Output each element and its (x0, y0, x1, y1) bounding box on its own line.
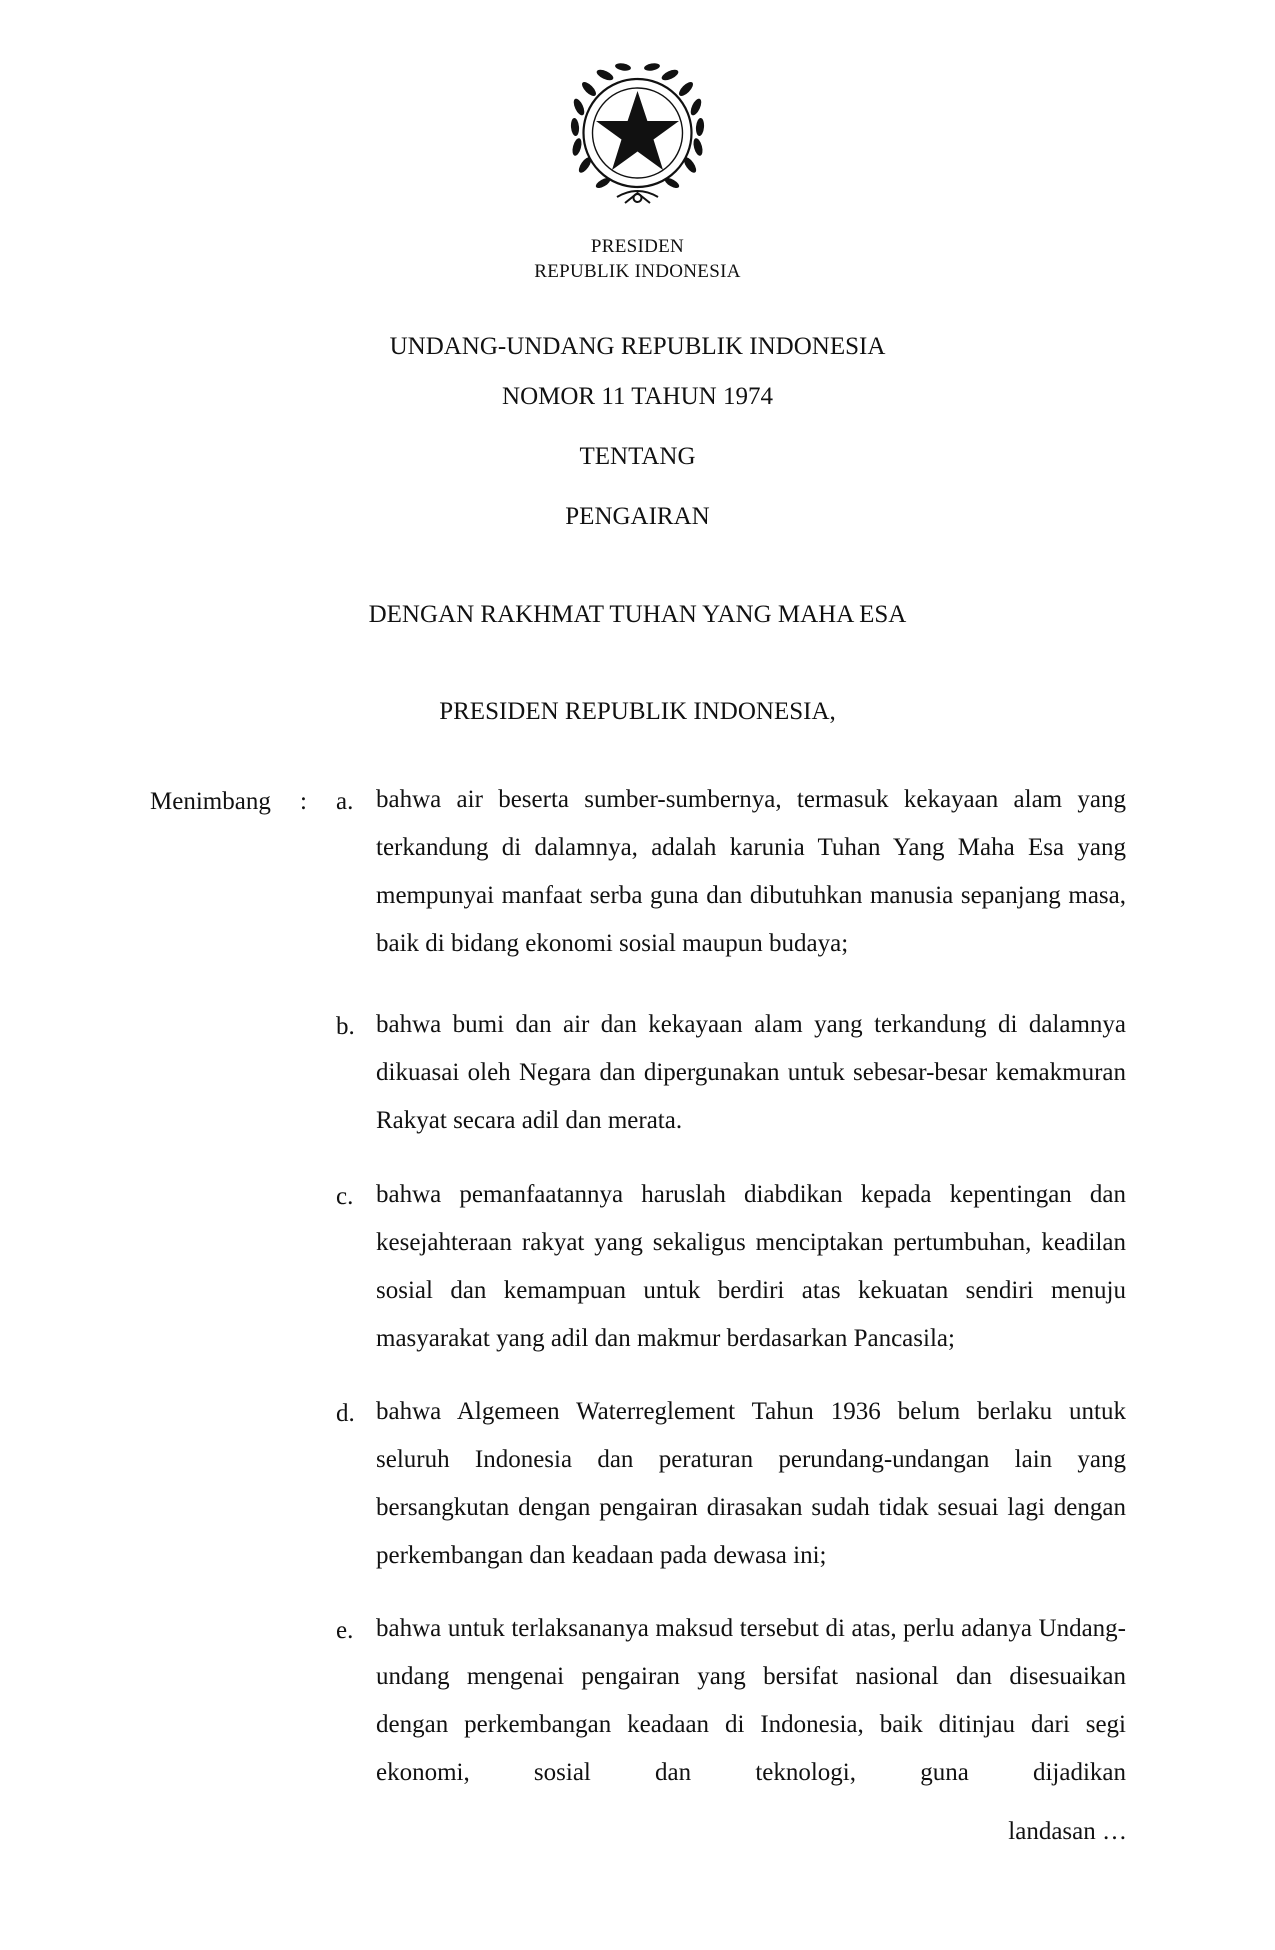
item-text: bahwa Algemeen Waterreglement Tahun 1936 belum berlaku untuk seluruh Indonesia dan peraturan perundang-undangan lain yang bersangkutan dengan pengairan dirasakan sudah tidak sesuai lagi dengan perkembangan dan keadaan pada dewasa ini; (376, 1398, 1126, 1569)
consideration-item-d (336, 1400, 1126, 1580)
item-letter: c. (336, 1183, 354, 1210)
consideration-item-a (336, 788, 1126, 968)
item-text: bahwa untuk terlaksananya maksud tersebut di atas, perlu adanya Undang-undang mengenai pengairan yang bersifat nasional dan disesuaikan dengan perkembangan keadaan di Indonesia, baik ditinjau dari segi ekonomi, sosial dan teknologi, guna dijadikan (376, 1615, 1126, 1786)
item-text: bahwa air beserta sumber-sumbernya, termasuk kekayaan alam yang terkandung di dalamnya, adalah karunia Tuhan Yang Maha Esa yang mempunyai manfaat serba guna dan dibutuhkan manusia sepanjang masa, baik di bidang ekonomi sosial maupun budaya; (376, 786, 1126, 957)
page-continuation: landasan … (1008, 1818, 1127, 1845)
consideration-item-b (336, 1013, 1126, 1145)
item-text: bahwa pemanfaatannya haruslah diabdikan kepada kepentingan dan kesejahteraan rakyat yang sekaligus menciptakan pertumbuhan, keadilan sosial dan kemampuan untuk berdiri atas kekuatan sendiri menuju masyarakat yang adil dan makmur berdasarkan Pancasila; (376, 1181, 1126, 1352)
considerations-colon: : (300, 788, 307, 815)
item-text: bahwa bumi dan air dan kekayaan alam yang terkandung di dalamnya dikuasai oleh Negara dan dipergunakan untuk sebesar-besar kemakmuran Rakyat secara adil dan merata. (376, 1011, 1126, 1134)
law-number: NOMOR 11 TAHUN 1974 (502, 383, 773, 410)
item-letter: d. (336, 1400, 355, 1427)
star-wreath-icon (555, 55, 720, 220)
office-line-1: PRESIDEN (590, 236, 685, 257)
item-letter: b. (336, 1013, 355, 1040)
law-title: UNDANG-UNDANG REPUBLIK INDONESIA (389, 333, 886, 360)
invocation: DENGAN RAKHMAT TUHAN YANG MAHA ESA (368, 601, 907, 628)
law-about: TENTANG (579, 443, 696, 470)
item-letter: a. (336, 788, 354, 815)
consideration-item-c (336, 1183, 1126, 1363)
presidential-emblem (555, 55, 720, 220)
authority: PRESIDEN REPUBLIK INDONESIA, (439, 698, 836, 725)
law-subject: PENGAIRAN (565, 503, 710, 530)
consideration-item-e (336, 1617, 1126, 1797)
considerations-label: Menimbang (150, 788, 271, 815)
office-line-2: REPUBLIK INDONESIA (534, 261, 741, 282)
item-letter: e. (336, 1617, 354, 1644)
